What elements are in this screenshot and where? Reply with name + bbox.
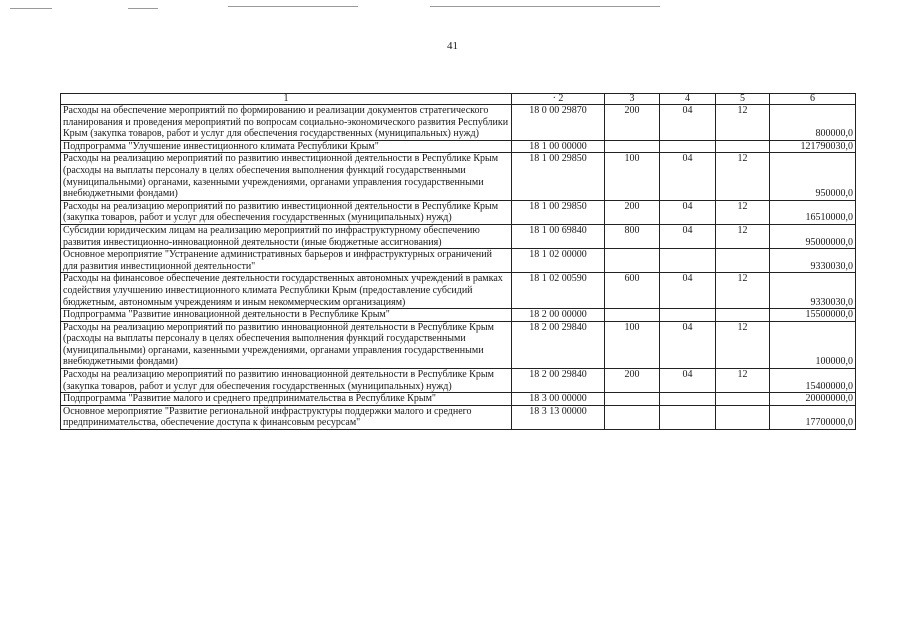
cell-amount: 9330030,0 [770,273,856,309]
cell-code: 18 2 00 29840 [512,369,605,393]
cell-amount: 15400000,0 [770,369,856,393]
cell-subsection [716,249,770,273]
table-row [61,200,856,224]
cell-section: 04 [660,273,716,309]
cell-amount: 800000,0 [770,105,856,141]
cell-expense-type: 100 [605,153,660,200]
header-col-6: 6 [770,94,856,105]
cell-subsection [716,140,770,153]
cell-name: Подпрограмма "Улучшение инвестиционного климата Республики Крым" [61,140,512,153]
cell-code: 18 1 00 00000 [512,140,605,153]
cell-section: 04 [660,369,716,393]
header-col-1: 1 [61,94,512,105]
cell-subsection: 12 [716,369,770,393]
table-row [61,309,856,322]
budget-table [60,93,856,430]
cell-name: Подпрограмма "Развитие инновационной деятельности в Республике Крым" [61,309,512,322]
cell-section [660,309,716,322]
cell-expense-type: 200 [605,105,660,141]
cell-amount: 15500000,0 [770,309,856,322]
cell-expense-type: 100 [605,321,660,368]
cell-name: Расходы на реализацию мероприятий по развитию инвестиционной деятельности в Республике Крым (закупка товаров, работ и услуг для обеспечения государственных (муниципальных) нужд) [61,200,512,224]
header-col-3: 3 [605,94,660,105]
scan-artifact-line [128,8,158,9]
cell-amount: 17700000,0 [770,405,856,429]
table-row [61,105,856,141]
cell-name: Расходы на обеспечение мероприятий по формированию и реализации документов стратегического планирования и проведения мероприятий по вопросам социально-экономического развития Республики Крым (закупка товаров, работ и услуг для обеспечения государственных (муниципальных) нужд) [61,105,512,141]
cell-expense-type: 200 [605,200,660,224]
cell-section [660,249,716,273]
cell-expense-type: 600 [605,273,660,309]
cell-name: Основное мероприятие "Устранение административных барьеров и инфраструктурных ограничений для развития инвестиционной деятельности" [61,249,512,273]
scan-artifact-line [430,6,660,7]
cell-name: Расходы на финансовое обеспечение деятельности государственных автономных учреждений в рамках содействия улучшению инвестиционного климата Республики Крым (предоставление субсидий бюджетным, автономным учреждениям и иным некоммерческим организациям) [61,273,512,309]
cell-expense-type [605,309,660,322]
cell-code: 18 1 00 29850 [512,200,605,224]
cell-section [660,140,716,153]
table-row [61,153,856,200]
cell-expense-type [605,140,660,153]
cell-section [660,405,716,429]
cell-amount: 16510000,0 [770,200,856,224]
cell-section [660,393,716,406]
cell-amount: 121790030,0 [770,140,856,153]
cell-subsection: 12 [716,200,770,224]
header-col-4: 4 [660,94,716,105]
table-row [61,249,856,273]
table-body [61,94,856,430]
cell-name: Субсидии юридическим лицам на реализацию мероприятий по инфраструктурному обеспечению развития инвестиционно-инновационной деятельности (иные бюджетные ассигнования) [61,224,512,248]
cell-expense-type [605,249,660,273]
cell-expense-type: 200 [605,369,660,393]
cell-subsection: 12 [716,105,770,141]
cell-subsection: 12 [716,153,770,200]
table-row [61,321,856,368]
header-col-5: 5 [716,94,770,105]
cell-name: Подпрограмма "Развитие малого и среднего предпринимательства в Республике Крым" [61,393,512,406]
cell-subsection [716,405,770,429]
cell-subsection [716,309,770,322]
cell-section: 04 [660,321,716,368]
table-row [61,369,856,393]
table-row [61,405,856,429]
cell-amount: 950000,0 [770,153,856,200]
cell-expense-type [605,393,660,406]
cell-section: 04 [660,224,716,248]
cell-section: 04 [660,153,716,200]
cell-name: Расходы на реализацию мероприятий по развитию инвестиционной деятельности в Республике Крым (расходы на выплаты персоналу в целях обеспечения выполнения функций государственными (муниципальными) органами, казенными учреждениями, органами управления государственными внебюджетными фондами) [61,153,512,200]
cell-subsection: 12 [716,273,770,309]
cell-code: 18 1 02 00000 [512,249,605,273]
cell-amount: 9330030,0 [770,249,856,273]
cell-code: 18 3 13 00000 [512,405,605,429]
cell-amount: 95000000,0 [770,224,856,248]
cell-amount: 20000000,0 [770,393,856,406]
scan-artifact-line [10,8,52,9]
cell-expense-type: 800 [605,224,660,248]
table-row [61,273,856,309]
table-row [61,224,856,248]
table-row [61,393,856,406]
cell-name: Расходы на реализацию мероприятий по развитию инновационной деятельности в Республике Крым (расходы на выплаты персоналу в целях обеспечения выполнения функций государственными (муниципальными) органами, казенными учреждениями, органами управления государственными внебюджетными фондами) [61,321,512,368]
cell-code: 18 2 00 00000 [512,309,605,322]
cell-name: Основное мероприятие "Развитие региональной инфраструктуры поддержки малого и среднего предпринимательства, обеспечение доступа к финансовым ресурсам" [61,405,512,429]
cell-name: Расходы на реализацию мероприятий по развитию инновационной деятельности в Республике Крым (закупка товаров, работ и услуг для обеспечения государственных (муниципальных) нужд) [61,369,512,393]
scan-artifact-line [228,6,358,7]
cell-subsection: 12 [716,224,770,248]
cell-code: 18 0 00 29870 [512,105,605,141]
cell-amount: 100000,0 [770,321,856,368]
cell-code: 18 1 02 00590 [512,273,605,309]
cell-code: 18 3 00 00000 [512,393,605,406]
table-header-row [61,94,856,105]
cell-subsection: 12 [716,321,770,368]
cell-section: 04 [660,200,716,224]
cell-code: 18 1 00 29850 [512,153,605,200]
cell-section: 04 [660,105,716,141]
cell-code: 18 1 00 69840 [512,224,605,248]
cell-code: 18 2 00 29840 [512,321,605,368]
header-col-2: · 2 [512,94,605,105]
table-row [61,140,856,153]
cell-expense-type [605,405,660,429]
page-number: 41 [447,40,458,52]
cell-subsection [716,393,770,406]
